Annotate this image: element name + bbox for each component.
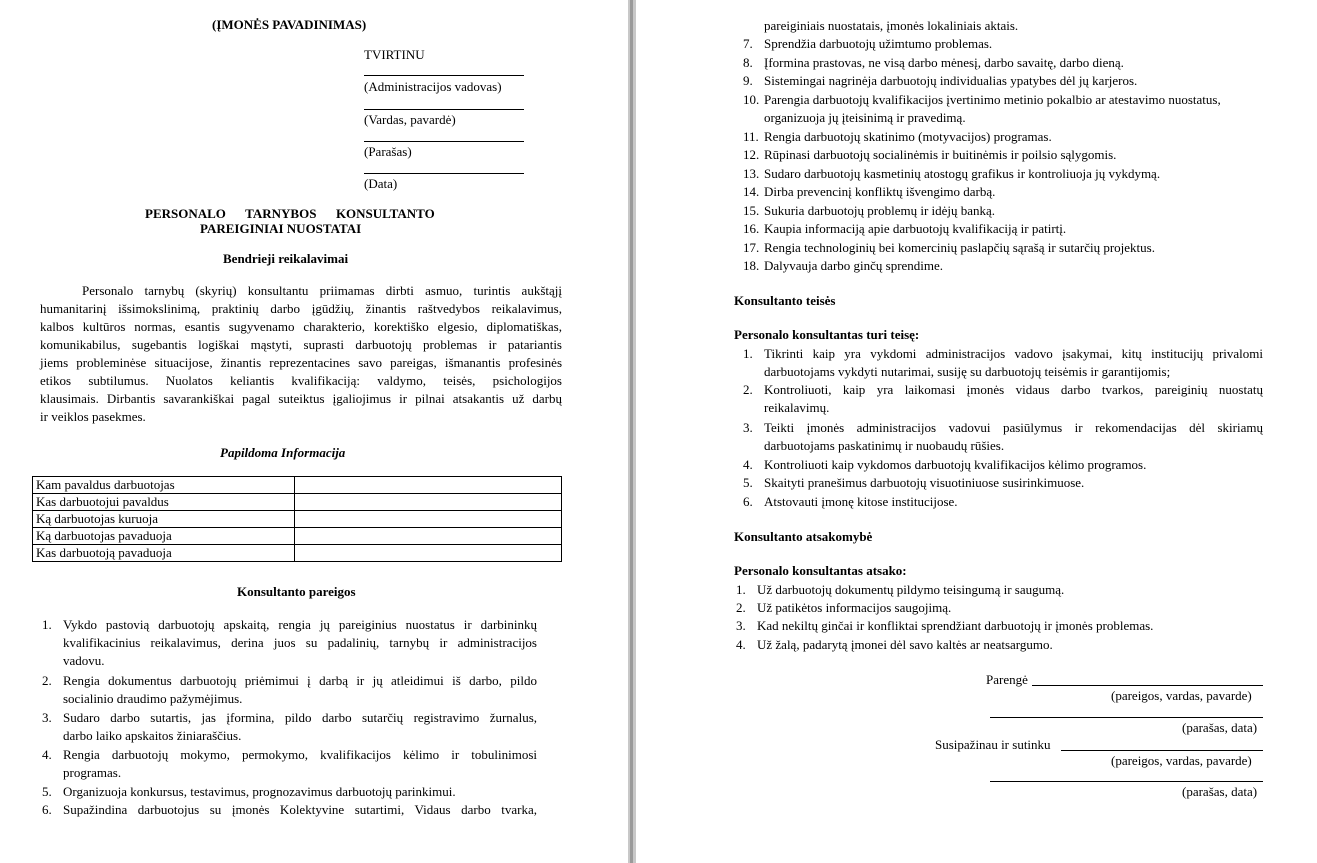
company-name: (ĮMONĖS PAVADINIMAS): [212, 17, 367, 32]
text-line: etikos subtilumus. Nuolatos keliantis kvalifikaciją: valdymo, teisės, psichologijos: [40, 373, 562, 388]
list-number: 2.: [42, 673, 52, 688]
list-number: 3.: [42, 710, 52, 725]
list-item-cont: organizuoja jų įteisinimą ir pravedimą.: [764, 110, 966, 125]
general-requirements-text: [40, 282, 562, 426]
list-number: 1.: [736, 582, 746, 597]
list-number: 6.: [42, 802, 52, 817]
list-item: Skaityti pranešimus darbuotojų visuotiniuose susirinkimuose.: [764, 475, 1085, 490]
list-item: Už darbuotojų dokumentų pildymo teisingumą ir saugumą.: [757, 582, 1065, 597]
list-number: 18.: [743, 258, 760, 273]
list-item: Dalyvauja darbo ginčų sprendime.: [764, 258, 944, 273]
list-item: Sprendžia darbuotojų užimtumo problemas.: [764, 36, 993, 51]
list-number: 7.: [743, 36, 753, 51]
list-number: 2.: [736, 600, 746, 615]
table-row: [33, 545, 562, 562]
duty-6-continuation: pareiginiais nuostatais, įmonės lokaliniais aktais.: [764, 18, 1019, 33]
list-item: [63, 801, 537, 819]
duties-heading: Konsultanto pareigos: [237, 584, 356, 599]
text-line: darbo laiko apskaitos žiniaraščius.: [63, 728, 242, 743]
list-number: 3.: [736, 618, 746, 633]
text-line: Tikrinti kaip yra vykdomi administracijos vadovo įsakymai, kitų institucijų privalomi: [764, 346, 1263, 361]
responsibility-subheading: Personalo konsultantas atsako:: [734, 563, 907, 578]
page-divider: [628, 0, 636, 863]
table-cell-label: Kas darbuotoją pavaduoja: [33, 545, 295, 562]
agreed-caption: (pareigos, vardas, pavarde): [1111, 753, 1252, 768]
list-number: 3.: [743, 420, 753, 435]
list-item: Atstovauti įmonę kitose institucijose.: [764, 494, 958, 509]
signature-line: [990, 717, 1263, 718]
list-number: 14.: [743, 184, 760, 199]
list-number: 4.: [743, 457, 753, 472]
table-cell-label: Ką darbuotojas pavaduoja: [33, 528, 295, 545]
text-line: Rengia darbuotojų mokymo, permokymo, kvalifikacijos kėlimo ir tobulinimosi: [63, 747, 537, 762]
list-item: Rūpinasi darbuotojų socialinėmis ir buitinėmis ir poilsio sąlygomis.: [764, 147, 1117, 162]
document-page-left: [0, 0, 628, 863]
list-item: [63, 672, 537, 708]
approve-caption-date: (Data): [364, 176, 398, 191]
list-number: 1.: [743, 346, 753, 361]
list-item: Dirba prevencinį konfliktų išvengimo darbą.: [764, 184, 996, 199]
text-line: kalbos kultūros normas, esantis sugyvenamo charakterio, korektiško elgesio, diplomatiškas,: [40, 319, 562, 334]
list-number: 2.: [743, 382, 753, 397]
table-cell-value[interactable]: [295, 545, 562, 562]
signature-line: [364, 109, 524, 110]
table-cell-label: Kam pavaldus darbuotojas: [33, 477, 295, 494]
signature-line: [364, 173, 524, 174]
list-item: Sistemingai nagrinėja darbuotojų individualias ypatybes dėl jų karjeros.: [764, 73, 1138, 88]
agreed-label: Susipažinau ir sutinku: [935, 737, 1051, 752]
list-item: Parengia darbuotojų kvalifikacijos įvertinimo metinio pokalbio ar atestavimo nuostatus,: [764, 92, 1221, 107]
list-number: 4.: [42, 747, 52, 762]
list-item: Kontroliuoti kaip vykdomos darbuotojų kvalifikacijos kėlimo programos.: [764, 457, 1147, 472]
table-cell-value[interactable]: [295, 511, 562, 528]
table-row: [33, 511, 562, 528]
prepared-caption: (pareigos, vardas, pavarde): [1111, 688, 1252, 703]
prepared-sign-caption: (parašas, data): [1182, 720, 1258, 735]
text-line: jiems probleminėse situacijose, žinantis reprezentacines savo pareigas, išmanantis profesinės: [40, 355, 562, 370]
list-item: Kad nekiltų ginčai ir konfliktai sprendžiant darbuotojų ir įmonės problemas.: [757, 618, 1154, 633]
list-number: 4.: [736, 637, 746, 652]
table-cell-label: Kas darbuotojui pavaldus: [33, 494, 295, 511]
text-line: Supažindina darbuotojus su įmonės Kolektyvine sutartimi, Vidaus darbo tvarka,: [63, 802, 537, 817]
list-number: 5.: [42, 784, 52, 799]
list-item: Sudaro darbuotojų kasmetinių atostogų grafikus ir kontroliuoja jų vykdymą.: [764, 166, 1161, 181]
table-row: [33, 528, 562, 545]
text-line: humanitarinį išsimokslinimą, praktinių darbo įgūdžių, žinantis raštvedybos reikalavimus,: [40, 301, 562, 316]
list-number: 9.: [743, 73, 753, 88]
list-number: 12.: [743, 147, 760, 162]
prepared-label: Parengė: [986, 672, 1028, 687]
table-row: [33, 477, 562, 494]
text-line: reikalavimų.: [764, 400, 830, 415]
document-title-line-1: PERSONALO TARNYBOS KONSULTANTO: [145, 206, 435, 221]
list-item: Rengia darbuotojų skatinimo (motyvacijos) programas.: [764, 129, 1052, 144]
list-item: Už žalą, padarytą įmonei dėl savo kaltės ar neatsargumo.: [757, 637, 1053, 652]
text-line: ir veiklos pasekmes.: [40, 409, 146, 424]
list-item: Įformina prastovas, ne visą darbo mėnesį, darbo savaitę, darbo dieną.: [764, 55, 1124, 70]
rights-heading: Konsultanto teisės: [734, 293, 836, 308]
table-cell-label: Ką darbuotojas kuruoja: [33, 511, 295, 528]
general-requirements-heading: Bendrieji reikalavimai: [223, 251, 349, 266]
text-line: vadovu.: [63, 653, 105, 668]
text-line: Personalo tarnybų (skyrių) konsultantu priimamas dirbti asmuo, turintis aukštąjį: [82, 283, 562, 298]
signature-line: [364, 75, 524, 76]
list-number: 13.: [743, 166, 760, 181]
list-number: 17.: [743, 240, 760, 255]
list-number: 5.: [743, 475, 753, 490]
list-item: [764, 419, 1263, 455]
responsibility-heading: Konsultanto atsakomybė: [734, 529, 873, 544]
text-line: Kontroliuoti, kaip yra laikomasi įmonės vidaus darbo tvarkos, pareiginių nuostatų: [764, 382, 1263, 397]
text-line: klausimais. Dirbantis savarankiškai pagal suteiktus įgaliojimus ir pilnai atsakantis už darbų: [40, 391, 562, 406]
text-line: Sudaro darbo sutartis, jas įformina, pildo darbo sutarčių registravimo žurnalus,: [63, 710, 537, 725]
list-item: [764, 381, 1263, 417]
list-item: Sukuria darbuotojų problemų ir idėjų banką.: [764, 203, 996, 218]
signature-line: [990, 781, 1263, 782]
list-item: [63, 616, 537, 670]
list-item: Kaupia informaciją apie darbuotojų kvalifikaciją ir patirtį.: [764, 221, 1067, 236]
list-number: 15.: [743, 203, 760, 218]
signature-line: [364, 141, 524, 142]
table-cell-value[interactable]: [295, 494, 562, 511]
approve-caption-administrator: (Administracijos vadovas): [364, 79, 502, 94]
list-item: Rengia technologinių bei komercinių paslapčių sąrašą ir sutarčių projektus.: [764, 240, 1155, 255]
agreed-sign-caption: (parašas, data): [1182, 784, 1258, 799]
list-item: [63, 709, 537, 745]
document-page-right: [636, 0, 1317, 863]
list-number: 6.: [743, 494, 753, 509]
approve-caption-signature: (Parašas): [364, 144, 412, 159]
list-number: 11.: [743, 129, 759, 144]
additional-info-table: [32, 476, 562, 562]
rights-subheading: Personalo konsultantas turi teisę:: [734, 327, 920, 342]
list-item: Už patikėtos informacijos saugojimą.: [757, 600, 952, 615]
approve-caption-name: (Vardas, pavardė): [364, 112, 456, 127]
text-line: kvalifikacinius reikalavimus, derina juos su padalinių, tarnybų ir administracijos: [63, 635, 537, 650]
list-number: 16.: [743, 221, 760, 236]
table-row: [33, 494, 562, 511]
text-line: darbuotojams paskatinimų ir nuobaudų rūšies.: [764, 438, 1005, 453]
text-line: darbuotojams vykdyti nutarimai, susiję su darbuotojų teisėmis ir garantijomis;: [764, 364, 1171, 379]
approve-label: TVIRTINU: [364, 47, 425, 62]
list-item: [764, 345, 1263, 381]
table-cell-value[interactable]: [295, 528, 562, 545]
text-line: socialinio draudimo pažymėjimus.: [63, 691, 243, 706]
text-line: Teikti įmonės administracijos vadovui pasiūlymus ir rekomendacijas dėl skiriamų: [764, 420, 1263, 435]
additional-info-heading: Papildoma Informacija: [220, 445, 346, 460]
list-number: 1.: [42, 617, 52, 632]
list-number: 10.: [743, 92, 760, 107]
text-line: komunikabilus, sugebantis logiškai mąstyti, suprasti darbuotojų problemas ir patariantis: [40, 337, 562, 352]
signature-line: [1032, 685, 1263, 686]
document-title-line-2: PAREIGINIAI NUOSTATAI: [200, 221, 362, 236]
text-line: programas.: [63, 765, 122, 780]
text-line: Vykdo pastovią darbuotojų apskaitą, rengia jų pareiginius nuostatus ir darbininkų: [63, 617, 537, 632]
list-item: Organizuoja konkursus, testavimus, prognozavimus darbuotojų parinkimui.: [63, 784, 456, 799]
list-number: 8.: [743, 55, 753, 70]
list-item: [63, 746, 537, 782]
text-line: Rengia dokumentus darbuotojų priėmimui į darbą ir jų atleidimui iš darbo, pildo: [63, 673, 537, 688]
table-cell-value[interactable]: [295, 477, 562, 494]
signature-line: [1061, 750, 1263, 751]
